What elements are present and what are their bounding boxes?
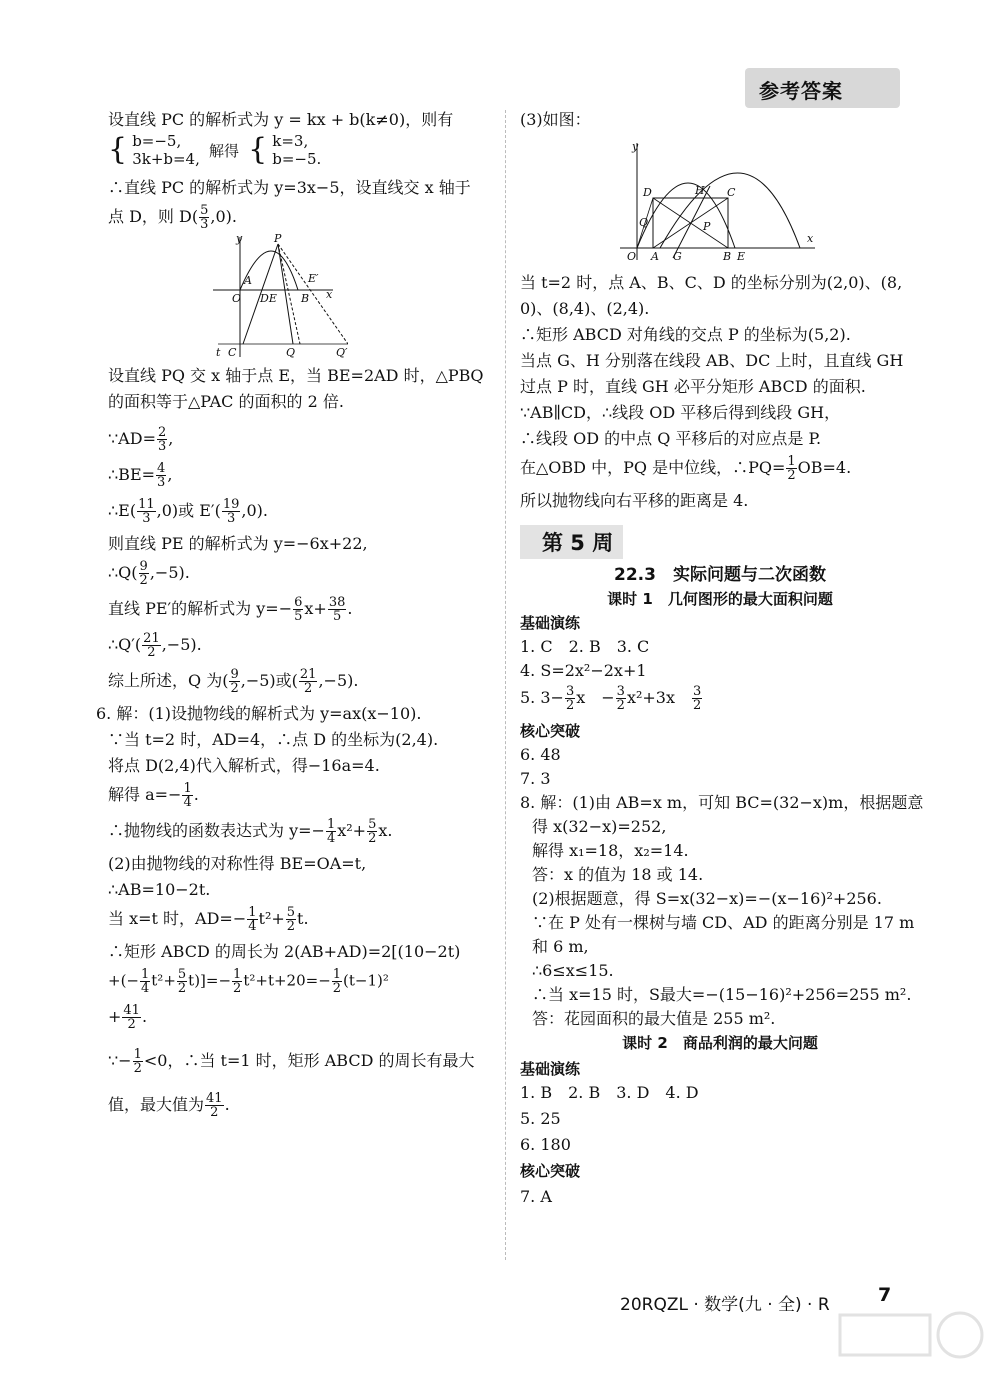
answer-line: 和 6 m, [532, 937, 589, 956]
answer-line: 7. 3 [520, 769, 551, 788]
text-line: 则直线 PE 的解析式为 y=−6x+22, [108, 534, 368, 553]
text-line: 过点 P 时，直线 GH 必平分矩形 ABCD 的面积. [520, 377, 866, 396]
answer-line: 答：花园面积的最大值是 255 m². [532, 1009, 776, 1028]
equation-system: { b=−5, 3k+b=4, 解得 { k=3, b=−5. [108, 132, 322, 168]
figure-2 [615, 138, 815, 263]
svg-text:A: A [244, 274, 252, 287]
answer-line: ∴6≤x≤15. [532, 961, 614, 980]
footer-code: 20RQZL · 数学(九 · 全) · R [620, 1295, 830, 1315]
system-2: k=3, b=−5. [272, 132, 322, 168]
subheading: 核心突破 [520, 1162, 581, 1180]
answer-line: 得 x(32−x)=252, [532, 817, 667, 836]
svg-text:G: G [673, 250, 682, 263]
svg-text:y: y [632, 140, 639, 153]
text-line: 设直线 PC 的解析式为 y = kx + b(k≠0)，则有 [108, 110, 454, 129]
text-line: ∴Q( $\frac{9}{2}$ ,−5). [108, 559, 190, 588]
svg-text:A: A [651, 250, 659, 263]
svg-text:B: B [723, 250, 732, 263]
text-line: ∴矩形 ABCD 对角线的交点 P 的坐标为(5,2). [520, 325, 851, 344]
svg-text:E′: E′ [308, 272, 319, 285]
text-line: ∴E( $\frac{11}{3}$ ,0)或 E′( $\frac{19}{3}$ ,0). [108, 497, 268, 526]
text-line: ∴AB=10−2t. [108, 880, 211, 899]
answer-line: 答：x 的值为 18 或 14. [532, 865, 704, 884]
answer-line: 6. 48 [520, 745, 561, 764]
text-line: 0)、(8,4)、(2,4). [520, 299, 650, 318]
answer-line: 5. 25 [520, 1109, 561, 1128]
lesson-title: 课时 1 几何图形的最大面积问题 [607, 590, 833, 608]
text-line: 综上所述，Q 为( $\frac{9}{2}$ ,−5)或( $\frac{21}{2}$ ,−5). [108, 667, 359, 696]
text-line: 点 D，则 D( $\frac{5}{3}$ ,0). [108, 203, 237, 232]
subheading: 核心突破 [520, 722, 581, 740]
text-line: 当 x=t 时，AD=− $\frac{1}{4}$ t²+ $\frac{5}{2}$ t. [108, 905, 309, 934]
answer-line: 7. A [520, 1187, 552, 1206]
text-line: ∴线段 OD 的中点 Q 平移后的对应点是 P. [520, 429, 822, 448]
svg-text:x: x [326, 288, 333, 301]
text-line: ∵AB∥CD，∴线段 OD 平移后得到线段 GH， [520, 403, 841, 422]
text-line: ∵AD= $\frac{2}{3}$ , [108, 425, 174, 454]
right-column [520, 110, 924, 1213]
svg-text:C: C [727, 186, 736, 199]
text-line: ∴BE= $\frac{4}{3}$ , [108, 461, 173, 490]
text-line: 的面积等于△PAC 的面积的 2 倍. [108, 392, 344, 411]
text-line: 当 t=2 时，点 A、B、C、D 的坐标分别为(2,0)、(8, [520, 273, 903, 292]
svg-text:Q: Q [286, 346, 296, 359]
text-line: 直线 PE′的解析式为 y=− $\frac{6}{5}$ x+ $\frac{38}{5}$ . [108, 595, 353, 624]
brace: { [108, 132, 128, 167]
answer-line: 1. B 2. B 3. D 4. D [520, 1083, 699, 1102]
text-line: 解得 a=− $\frac{1}{4}$ . [108, 781, 199, 810]
text-line: ∵− $\frac{1}{2}$ <0，∴当 t=1 时，矩形 ABCD 的周长有最大 [108, 1047, 475, 1076]
text-line: ∴直线 PC 的解析式为 y=3x−5，设直线交 x 轴于 [108, 178, 471, 197]
text-line: 6. 解：(1)设抛物线的解析式为 y=ax(x−10). [96, 704, 422, 723]
lesson-title: 课时 2 商品利润的最大问题 [622, 1034, 818, 1052]
svg-text:DE: DE [260, 292, 277, 305]
subheading: 基础演练 [520, 1060, 581, 1078]
text-line: ∴抛物线的函数表达式为 y=− $\frac{1}{4}$ x²+ $\frac{5}{2}$ x. [108, 817, 393, 846]
answer-line: 6. 180 [520, 1135, 571, 1154]
svg-text:Q′: Q′ [336, 346, 348, 359]
column-divider [505, 110, 506, 1260]
page-number: 7 [878, 1284, 892, 1306]
text-line: ∴Q′( $\frac{21}{2}$ ,−5). [108, 631, 202, 660]
text-line: ∵当 t=2 时，AD=4，∴点 D 的坐标为(2,4). [108, 730, 439, 749]
answer-key-tag [745, 68, 900, 108]
svg-text:O: O [627, 250, 637, 263]
answer-key-label: 参考答案 [759, 79, 843, 103]
answer-line: 1. C 2. B 3. C [520, 637, 650, 656]
text-line: 设直线 PQ 交 x 轴于点 E，当 BE=2AD 时，△PBQ [108, 366, 484, 385]
svg-text:t: t [216, 346, 221, 359]
text-line: 在△OBD 中，PQ 是中位线，∴PQ= $\frac{1}{2}$ OB=4. [520, 454, 852, 483]
week-heading: 第 5 周 [520, 525, 920, 559]
text-line: (3)如图： [520, 110, 591, 129]
svg-text:y: y [236, 232, 243, 245]
answer-line: 解得 x₁=18，x₂=14. [532, 841, 689, 860]
text-line: (2)由抛物线的对称性得 BE=OA=t, [108, 854, 367, 873]
svg-text:B: B [301, 292, 310, 305]
section-title: 22.3 实际问题与二次函数 [614, 565, 826, 585]
figure-1 [208, 232, 348, 362]
svg-text:C: C [228, 346, 237, 359]
text-line: 将点 D(2,4)代入解析式，得−16a=4. [108, 756, 380, 775]
svg-text:D: D [643, 186, 652, 199]
text-line: + $\frac{41}{2}$ . [108, 1003, 148, 1032]
text-line: ∴矩形 ABCD 的周长为 2(AB+AD)=2[(10−2t) [108, 942, 461, 961]
svg-text:O: O [232, 292, 242, 305]
svg-text:H: H [695, 184, 705, 197]
answer-line: 8. 解：(1)由 AB=x m，可知 BC=(32−x)m，根据题意 [520, 793, 924, 812]
text-line: +(− $\frac{1}{4}$ t²+ $\frac{5}{2}$ t)]=− $\frac{1}{2}$ t²+t+20=− $\frac{1}{2}$ (t−1)² [108, 967, 389, 996]
svg-text:P: P [703, 220, 711, 233]
svg-text:E: E [737, 250, 746, 263]
answer-line: (2)根据题意，得 S=x(32−x)=−(x−16)²+256. [532, 889, 882, 908]
system-1: b=−5, 3k+b=4, [132, 132, 200, 168]
text-line: 所以抛物线向右平移的距离是 4. [520, 491, 749, 510]
answer-line: 5. 3− $\frac{3}{2}$ x − $\frac{3}{2}$ x²+3x $\frac{3}{2}$ [520, 684, 702, 713]
watermark-logo [830, 1300, 990, 1380]
answer-line: ∴当 x=15 时，S最大=−(15−16)²+256=255 m². [532, 985, 912, 1004]
subheading: 基础演练 [520, 614, 581, 632]
answer-line: 4. S=2x²−2x+1 [520, 661, 647, 680]
svg-text:P: P [274, 232, 282, 245]
left-column [96, 110, 493, 1122]
answer-line: ∵在 P 处有一棵树与墙 CD、AD 的距离分别是 17 m [532, 913, 915, 932]
svg-text:x: x [807, 232, 814, 245]
text-line: 当点 G、H 分别落在线段 AB、DC 上时，且直线 GH [520, 351, 904, 370]
svg-text:Q: Q [639, 216, 649, 229]
text-line: 值，最大值为 $\frac{41}{2}$ . [108, 1091, 230, 1120]
